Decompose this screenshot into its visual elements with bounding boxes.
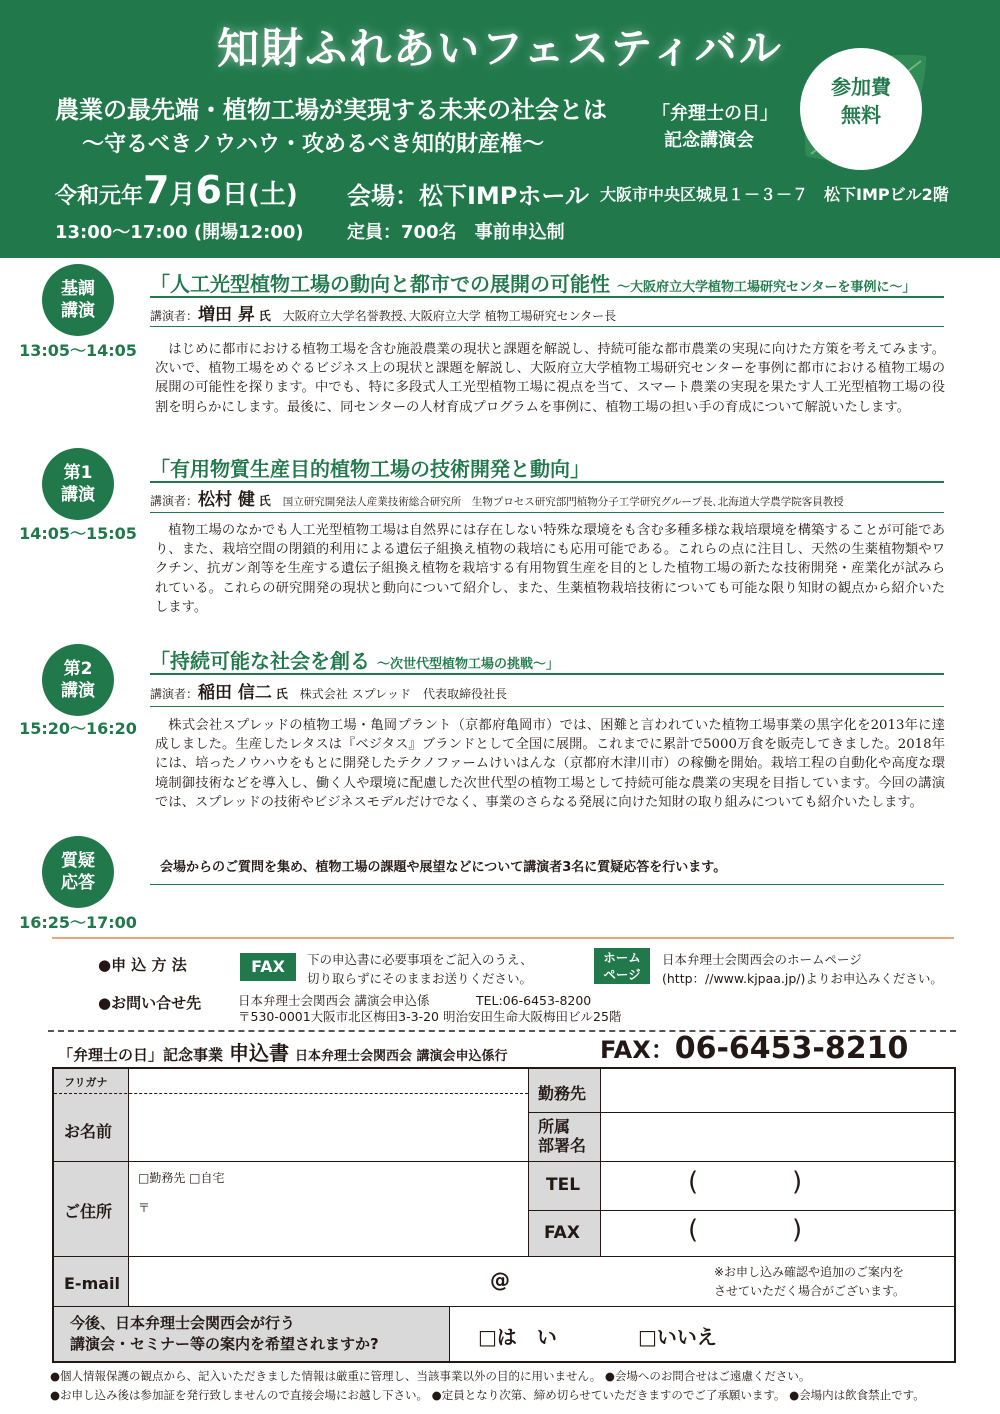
free-admission-badge xyxy=(800,48,922,170)
header-banner xyxy=(0,0,1000,258)
grid-line xyxy=(600,1069,601,1256)
tel-paren-open: ( xyxy=(688,1167,699,1197)
qa-badge xyxy=(42,836,114,908)
grid-line xyxy=(528,1112,954,1113)
badge-line: 応答 xyxy=(61,873,95,893)
newsletter-yes-checkbox[interactable]: □は い xyxy=(478,1325,557,1349)
date-era: 令和元年 xyxy=(55,184,144,209)
date-month: 7 xyxy=(143,168,170,212)
badge-line: 基調 xyxy=(61,279,95,299)
speaker-honorific: 氏 xyxy=(258,494,271,508)
event-type-line2: 記念講演会 xyxy=(664,130,754,151)
session-abstract: 植物工場のなかでも人工光型植物工場は自然界には存在しない特殊な環境をも含む多種多様な栽培環境を構築することが可能であり、また、栽培空間の閉鎖的利用による遺伝子組換え植物の栽培にも応用可能である。これらの点に注目し、天然の生薬植物類やワクチン、抗ガン剤等を生産する遺伝子組換え植物を栽培する有用物質生産を目的とした植物工場の新たな技術開発・産業化が試みられている。これらの研究開発の現状と動向について紹介し、また、生薬植物栽培技術についても可能な限り知財の観点から紹介いたします。 xyxy=(155,523,945,615)
badge-line: 質疑 xyxy=(61,851,95,871)
date-day: 6 xyxy=(195,168,222,212)
fax-instructions xyxy=(307,950,533,988)
badge-line: 第1 xyxy=(63,463,93,483)
form-header xyxy=(58,1037,508,1066)
session-divider xyxy=(150,706,944,707)
session-divider xyxy=(150,326,944,327)
session-title-main: 「有用物質生産目的植物工場の技術開発と動向」 xyxy=(150,457,590,481)
address-label: ご住所 xyxy=(64,1202,113,1221)
speaker-name: 松村 健 xyxy=(198,490,255,510)
address-field[interactable] xyxy=(130,1191,526,1254)
session-time: 15:20～16:20 xyxy=(19,719,137,738)
capacity: 定員：700名 事前申込制 xyxy=(347,222,565,243)
application-form xyxy=(52,1067,956,1363)
session-divider xyxy=(150,512,944,513)
department-label-line: 部署名 xyxy=(538,1136,587,1155)
fee-label: 参加費 xyxy=(831,75,891,99)
email-note-line: させていただく場合がございます。 xyxy=(714,1284,906,1298)
fax-instructions-line: 下の申込書に必要事項をご記入のうえ、 xyxy=(307,952,533,967)
grid-line xyxy=(528,1069,529,1256)
furigana-label: フリガナ xyxy=(64,1076,108,1089)
date-day-unit: 日 xyxy=(221,180,248,210)
grid-line xyxy=(54,1256,954,1257)
fax-tag: FAX xyxy=(240,953,296,981)
speaker-name: 稲田 信二 xyxy=(198,683,272,703)
lecture-theme: 農業の最先端・植物工場が実現する未来の社会とは xyxy=(55,95,607,124)
section-divider xyxy=(52,937,954,939)
session-title-sub: ～次世代型植物工場の挑戦～」 xyxy=(376,657,559,672)
speaker-honorific: 氏 xyxy=(275,687,288,701)
speaker-affiliation: 大阪府立大学名誉教授､大阪府立大学 植物工場研究センター長 xyxy=(282,309,617,323)
badge-line: 講演 xyxy=(61,485,95,505)
email-field[interactable] xyxy=(130,1258,710,1304)
session-divider xyxy=(150,481,944,483)
department-label-line: 所属 xyxy=(538,1117,571,1136)
fax-instructions-line: 切り取らずにそのままお送りください。 xyxy=(307,971,533,986)
homepage-tag-line: ホーム xyxy=(603,950,641,965)
lecture-subtheme: ～守るべきノウハウ・攻めるべき知的財産権～ xyxy=(82,131,545,157)
homepage-tag-line: ページ xyxy=(603,967,641,982)
speaker-label: 講演者： xyxy=(150,309,199,323)
qa-time: 16:25～17:00 xyxy=(19,913,137,932)
method-label: ●申 込 方 法 xyxy=(98,956,187,974)
newsletter-question xyxy=(70,1313,379,1355)
contact-label: ●お問い合せ先 xyxy=(98,994,202,1012)
address-type-options[interactable]: □勤務先 □自宅 xyxy=(138,1171,225,1185)
workplace-label: 勤務先 xyxy=(538,1084,587,1103)
fax-prefix: FAX： xyxy=(600,1036,675,1064)
homepage-instructions xyxy=(662,950,943,988)
speaker-label: 講演者： xyxy=(150,687,199,701)
fax-paren-close: ) xyxy=(792,1215,803,1245)
session-time: 14:05～15:05 xyxy=(19,524,137,543)
email-at-mark: @ xyxy=(490,1268,510,1292)
date-month-unit: 月 xyxy=(169,180,196,210)
speaker-affiliation: 国立研究開発法人産業技術総合研究所 生物プロセス研究部門植物分子工学研究グループ長､北海道大学農学院客員教授 xyxy=(282,496,844,508)
homepage-tag xyxy=(594,948,650,984)
form-header-title: 申込書 xyxy=(229,1041,290,1065)
homepage-url[interactable]: (http：//www.kjpaa.jp/)よりお申込みください。 xyxy=(662,971,943,986)
form-fax-number xyxy=(600,1030,908,1066)
email-label: E-mail xyxy=(64,1274,121,1293)
grid-line xyxy=(54,1306,954,1307)
session-divider xyxy=(150,296,944,298)
homepage-instructions-line: 日本弁理士会関西会のホームページ xyxy=(662,952,862,967)
footer-note: ●お申し込み後は参加証を発行致しませんので直接会場にお越し下さい。 ●定員となり次第、締め切らせていただきますのでご了承願います。 ●会場内は飲食禁止です。 xyxy=(50,1388,925,1402)
session-badge xyxy=(42,448,114,520)
label-cell xyxy=(54,1069,128,1256)
name-label: お名前 xyxy=(64,1122,113,1141)
department-field[interactable] xyxy=(602,1114,952,1160)
event-type-line1: 「弁理士の日」 xyxy=(652,103,778,124)
fax-number: 06-6453-8210 xyxy=(674,1031,909,1066)
form-header-event: 「弁理士の日」記念事業 xyxy=(58,1046,224,1064)
event-date xyxy=(55,168,298,212)
speaker-label: 講演者： xyxy=(150,494,199,508)
grid-line xyxy=(54,1161,954,1162)
grid-line xyxy=(54,1093,528,1094)
email-note-line: ※お申し込み確認や追加のご案内を xyxy=(714,1265,905,1279)
session-badge xyxy=(42,264,114,336)
session-title xyxy=(150,268,915,297)
session-title-main: 「人工光型植物工場の動向と都市での展開の可能性 xyxy=(150,272,610,296)
fax-paren-open: ( xyxy=(688,1215,699,1245)
contact-address: 〒530-0001大阪市北区梅田3-3-20 明治安田生命大阪梅田ビル25階 xyxy=(238,1009,622,1024)
newsletter-question-line: 今後、日本弁理士会関西会が行う xyxy=(70,1314,296,1332)
grid-line xyxy=(528,1210,954,1211)
footer-note: ●個人情報保護の観点から、記入いただきました情報は厳重に管理し、当該事業以外の目的に用いません。 ●会場へのお問合せはご遠慮ください。 xyxy=(50,1369,811,1383)
tel-label: TEL xyxy=(546,1175,581,1195)
contact-org: 日本弁理士会関西会 講演会申込係 xyxy=(238,993,430,1008)
event-time: 13:00～17:00 (開場12:00) xyxy=(55,222,304,243)
department-label xyxy=(538,1117,586,1155)
tel-paren-close: ) xyxy=(792,1167,803,1197)
badge-line: 第2 xyxy=(63,659,93,679)
event-title: 知財ふれあいフェスティバル xyxy=(217,24,783,73)
fee-value: 無料 xyxy=(841,103,881,127)
furigana-field[interactable] xyxy=(130,1071,526,1091)
session-title xyxy=(150,453,590,482)
session-divider xyxy=(150,673,944,675)
session-abstract: はじめに都市における植物工場を含む施設農業の現状と課題を解説し、持続可能な都市農業の実現に向けた方策を考えてみます。次いで、植物工場をめぐるビジネス上の現状と課題を解説し、大阪府立大学植物工場研究センターを事例に都市における植物工場の展開の可能性を探ります。中でも、特に多段式人工光型植物工場に視点を当て、スマート農業の実現を果たす人工光型植物工場の役割を明らかにします。最後に、同センターの人材育成プログラムを事例に、植物工場の担い手の育成について解説いたします。 xyxy=(155,342,945,415)
newsletter-no-checkbox[interactable]: □いいえ xyxy=(638,1325,717,1349)
speaker-affiliation: 株式会社 スプレッド 代表取締役社長 xyxy=(299,687,507,701)
email-note xyxy=(714,1263,905,1301)
tel-field[interactable] xyxy=(602,1163,952,1209)
newsletter-question-line: 講演会・セミナー等の案内を希望されますか? xyxy=(70,1335,379,1353)
session-time: 13:05～14:05 xyxy=(19,341,137,360)
speaker xyxy=(150,678,507,703)
speaker-honorific: 氏 xyxy=(258,309,271,323)
date-weekday: (土) xyxy=(247,180,298,210)
session-title-sub: ～大阪府立大学植物工場研究センターを事例に～」 xyxy=(616,280,916,295)
contact-tel: TEL:06-6453-8200 xyxy=(476,993,592,1008)
qa-description: 会場からのご質問を集め、植物工場の課題や展望などについて講演者3名に質疑応答を行います。 xyxy=(160,860,727,875)
speaker-name: 増田 昇 xyxy=(198,305,255,325)
session-badge xyxy=(42,644,114,716)
grid-line xyxy=(449,1306,450,1361)
session-title xyxy=(150,645,559,674)
badge-line: 講演 xyxy=(61,681,95,701)
form-header-recipient: 日本弁理士会関西会 講演会申込係行 xyxy=(295,1049,508,1064)
speaker xyxy=(150,300,616,325)
speaker xyxy=(150,485,844,510)
grid-line xyxy=(128,1069,129,1306)
session-abstract: 株式会社スプレッドの植物工場・亀岡プラント（京都府亀岡市）では、困難と言われていた植物工場事業の黒字化を2013年に達成しました。生産したレタスは『ベジタス』ブランドとして全国に展開。これまでに累計で5000万食を販売してきました。2018年には、培ったノウハウをもとに開発したテクノファームけいはんな（京都府木津川市）の稼働を開始。栽培工程の自動化や高度な環境制御技術などを導入し、働く人や環境に配慮した次世代型の植物工場として持続可能な農業の実現を目指しています。今回の講演では、スプレッドの技術やビジネスモデルだけでなく、事業のさらなる発展に向けた知財の取り組みについても紹介いたします。 xyxy=(155,718,945,810)
badge-line: 講演 xyxy=(61,301,95,321)
name-field[interactable] xyxy=(130,1095,526,1159)
fax-field[interactable] xyxy=(602,1212,952,1255)
venue-address: 大阪市中央区城見１－３－７ 松下IMPビル2階 xyxy=(600,185,949,204)
venue: 会場：松下IMPホール xyxy=(347,182,589,210)
session-title-main: 「持続可能な社会を創る xyxy=(150,649,370,673)
postal-mark: 〒 xyxy=(138,1201,151,1215)
qa-divider xyxy=(150,884,944,885)
workplace-field[interactable] xyxy=(602,1071,952,1111)
fax-label: FAX xyxy=(544,1223,580,1243)
